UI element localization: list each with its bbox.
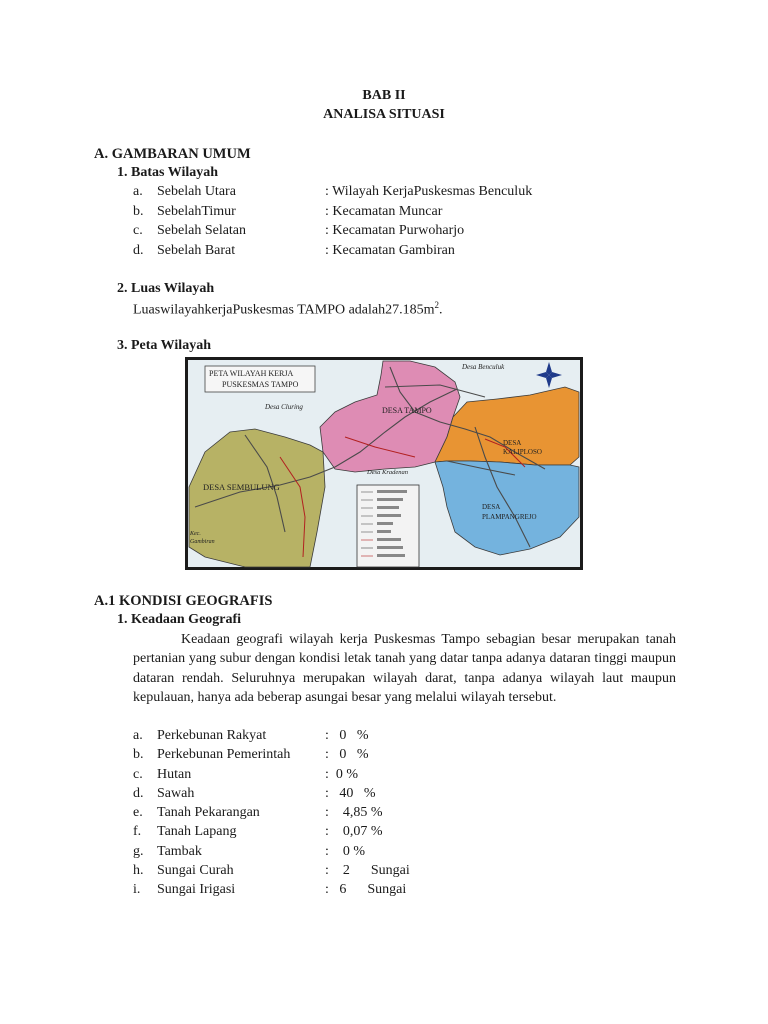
list-value: : Kecamatan Purwoharjo [325,223,465,238]
list-label: Sungai Curah [157,863,234,878]
list-letter: d. [133,786,144,801]
list-value: : Wilayah KerjaPuskesmas Benculuk [325,184,533,199]
list-label: Sebelah Selatan [157,223,247,238]
label-desa-plampangrejo-2: PLAMPANGREJO [482,513,537,521]
label-desa-kradenan: Desa Kradenan [367,469,408,476]
luas-wilayah-title: 2. Luas Wilayah [117,281,215,296]
map-title-line1: PETA WILAYAH KERJA [209,369,294,378]
list-letter: b. [133,747,144,762]
list-value: : Kecamatan Muncar [325,204,443,219]
list-label: Tanah Pekarangan [157,805,260,820]
list-letter: c. [133,223,143,238]
list-label: Sebelah Barat [157,243,236,258]
label-desa-sembulung: DESA SEMBULUNG [203,482,280,492]
list-value: : 0 % [325,767,359,782]
keadaan-geografi-paragraph: Keadaan geografi wilayah kerja Puskesmas Tampo sebagian besar merupakan tanah pertanian yang subur dengan kondisi letak tanah yang datar tanpa adanya dataran tinggi maupun dataran rendah. Seluruhnya merupakan wilayah darat, tanpa adanya wilayah laut maupun kepulauan, hanya ada beberap asungai besar yang melalui wilayah tersebut. [133,632,676,706]
list-value: : 2 Sungai [325,863,410,878]
list-label: Sungai Irigasi [157,882,236,897]
list-letter: a. [133,728,143,743]
batas-wilayah-title: 1. Batas Wilayah [117,165,219,180]
list-letter: d. [133,243,144,258]
list-value: : Kecamatan Gambiran [325,243,455,258]
list-value: : 6 Sungai [325,882,407,897]
list-value: : 0,07 % [325,824,383,839]
map-legend [357,485,419,567]
label-desa-kaliploso-2: KALIPLOSO [503,448,542,456]
list-label: Sawah [157,786,195,801]
list-letter: i. [133,882,141,897]
list-letter: c. [133,767,143,782]
list-value: : 4,85 % [325,805,383,820]
list-letter: g. [133,844,144,859]
section-a1-title: A.1 KONDISI GEOGRAFIS [94,593,273,609]
list-label: Perkebunan Rakyat [157,728,267,743]
list-letter: a. [133,184,143,199]
list-letter: b. [133,204,144,219]
list-value: : 40 % [325,786,376,801]
label-desa-kaliploso-1: DESA [503,439,522,447]
list-value: : 0 % [325,728,369,743]
list-label: Perkebunan Pemerintah [157,747,291,762]
label-desa-cluring: Desa Cluring [265,403,303,411]
list-label: Sebelah Utara [157,184,236,199]
section-a-title: A. GAMBARAN UMUM [94,146,251,162]
map-region-sembulung [189,429,325,567]
list-label: Tanah Lapang [157,824,237,839]
luas-wilayah-text: LuaswilayahkerjaPuskesmas TAMPO $adalah27.185m^2$. [133,300,443,318]
label-desa-tampo: DESA TAMPO [382,406,432,415]
label-desa-benculuk: Desa Benculuk [462,363,505,371]
list-label: SebelahTimur [157,204,236,219]
label-kec-gambiran-1: Kec. [190,531,201,537]
chapter-title: ANALISA SITUASI [323,107,445,122]
list-label: Hutan [157,767,192,782]
keadaan-geografi-title: 1. Keadaan Geografi [117,612,242,627]
map-title-line2: PUSKESMAS TAMPO [222,380,299,389]
list-letter: e. [133,805,143,820]
list-value: : 0 % [325,747,369,762]
peta-wilayah-title: 3. Peta Wilayah [117,338,211,353]
list-label: Tambak [157,844,202,859]
region-map [185,357,583,570]
chapter-number: BAB II [362,88,406,103]
list-letter: h. [133,863,144,878]
list-value: : 0 % [325,844,366,859]
label-kec-gambiran-2: Gambiran [190,539,215,545]
label-desa-plampangrejo-1: DESA [482,503,501,511]
list-letter: f. [133,824,142,839]
